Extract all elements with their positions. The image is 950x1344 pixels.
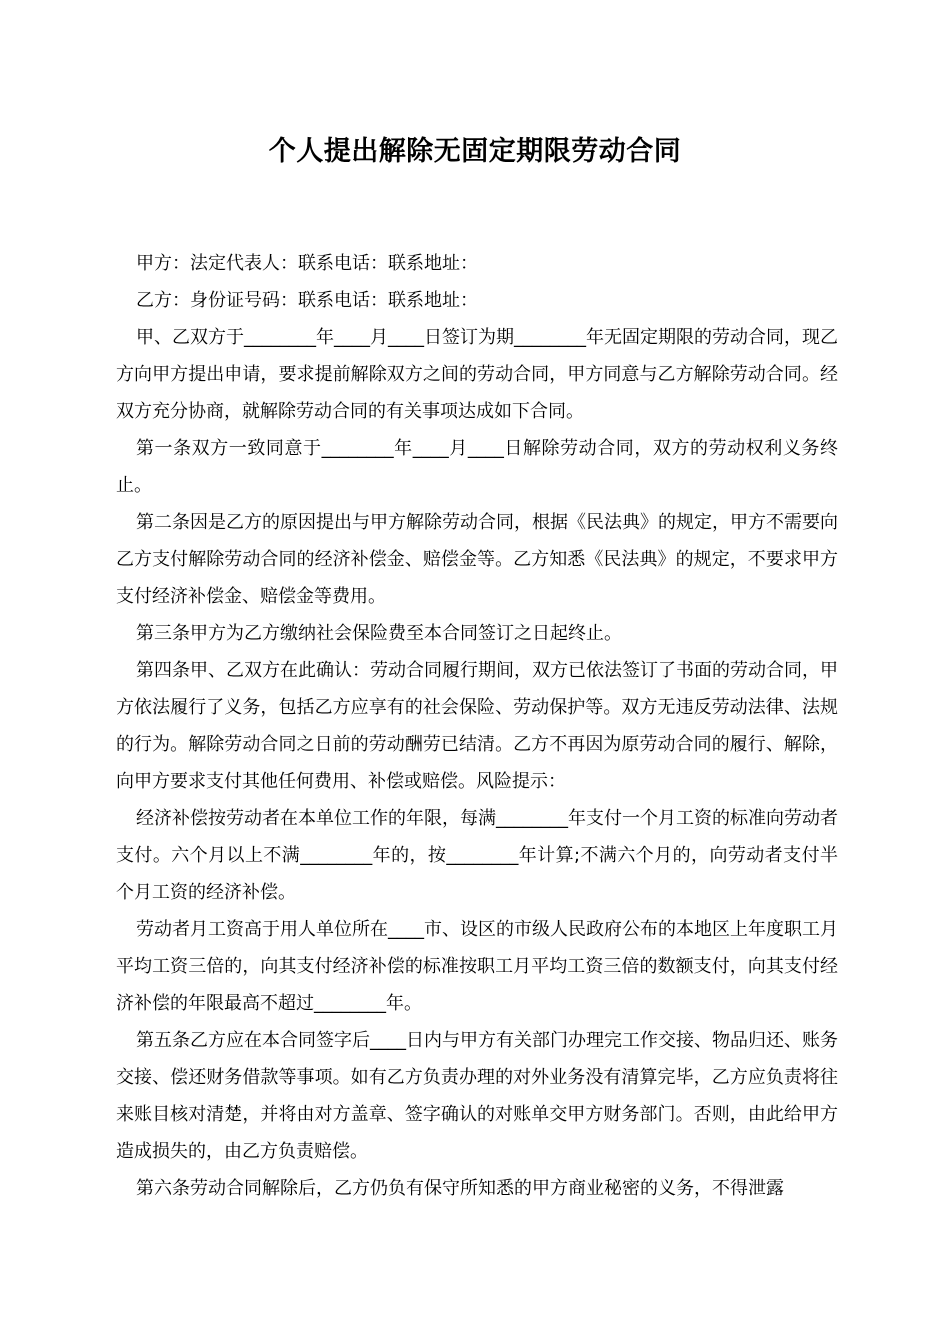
party-a-line: 甲方：法定代表人：联系电话：联系地址： — [136, 253, 478, 274]
article-4-paragraph: 第四条甲、乙双方在此确认：劳动合同履行期间，双方已依法签订了书面的劳动合同，甲方依法履行了义务，包括乙方应享有的社会保险、劳动保护等。双方无违反劳动法律、法规的行为。解除劳动合同之日前的劳动酬劳已结清。乙方不再因为原劳动合同的履行、解除，向甲方要求支付其他任何费用、补偿或赔偿。风险提示： — [116, 660, 838, 792]
article-1-paragraph: 第一条双方一致同意于________年____月____日解除劳动合同，双方的劳动权利义务终止。 — [116, 438, 838, 496]
party-b-line: 乙方：身份证号码：联系电话：联系地址： — [136, 290, 478, 311]
article-6-paragraph: 第六条劳动合同解除后，乙方仍负有保守所知悉的甲方商业秘密的义务，不得泄露 — [136, 1178, 784, 1199]
article-5-paragraph: 第五条乙方应在本合同签字后____日内与甲方有关部门办理完工作交接、物品归还、账务交接、偿还财务借款等事项。如有乙方负责办理的对外业务没有清算完毕，乙方应负责将往来账目核对清楚，并将由对方盖章、签字确认的对账单交甲方财务部门。否则，由此给甲方造成损失的，由乙方负责赔偿。 — [116, 1030, 838, 1162]
article-3-paragraph: 第三条甲方为乙方缴纳社会保险费至本合同签订之日起终止。 — [136, 623, 622, 644]
article-2-paragraph: 第二条因是乙方的原因提出与甲方解除劳动合同，根据《民法典》的规定，甲方不需要向乙方支付解除劳动合同的经济补偿金、赔偿金等。乙方知悉《民法典》的规定，不要求甲方支付经济补偿金、赔偿金等费用。 — [116, 512, 838, 607]
salary-cap-paragraph: 劳动者月工资高于用人单位所在____市、设区的市级人民政府公布的本地区上年度职工月平均工资三倍的，向其支付经济补偿的标准按职工月平均工资三倍的数额支付，向其支付经济补偿的年限最高不超过________年。 — [116, 919, 838, 1014]
document-title: 个人提出解除无固定期限劳动合同 — [268, 136, 682, 167]
compensation-paragraph: 经济补偿按劳动者在本单位工作的年限，每满________年支付一个月工资的标准向劳动者支付。六个月以上不满________年的，按________年计算;不满六个月的，向劳动者支付半个月工资的经济补偿。 — [116, 808, 838, 903]
document-body — [116, 245, 838, 1207]
preamble-paragraph: 甲、乙双方于________年____月____日签订为期________年无固定期限的劳动合同，现乙方向甲方提出申请，要求提前解除双方之间的劳动合同，甲方同意与乙方解除劳动合同。经双方充分协商，就解除劳动合同的有关事项达成如下合同。 — [116, 327, 838, 422]
